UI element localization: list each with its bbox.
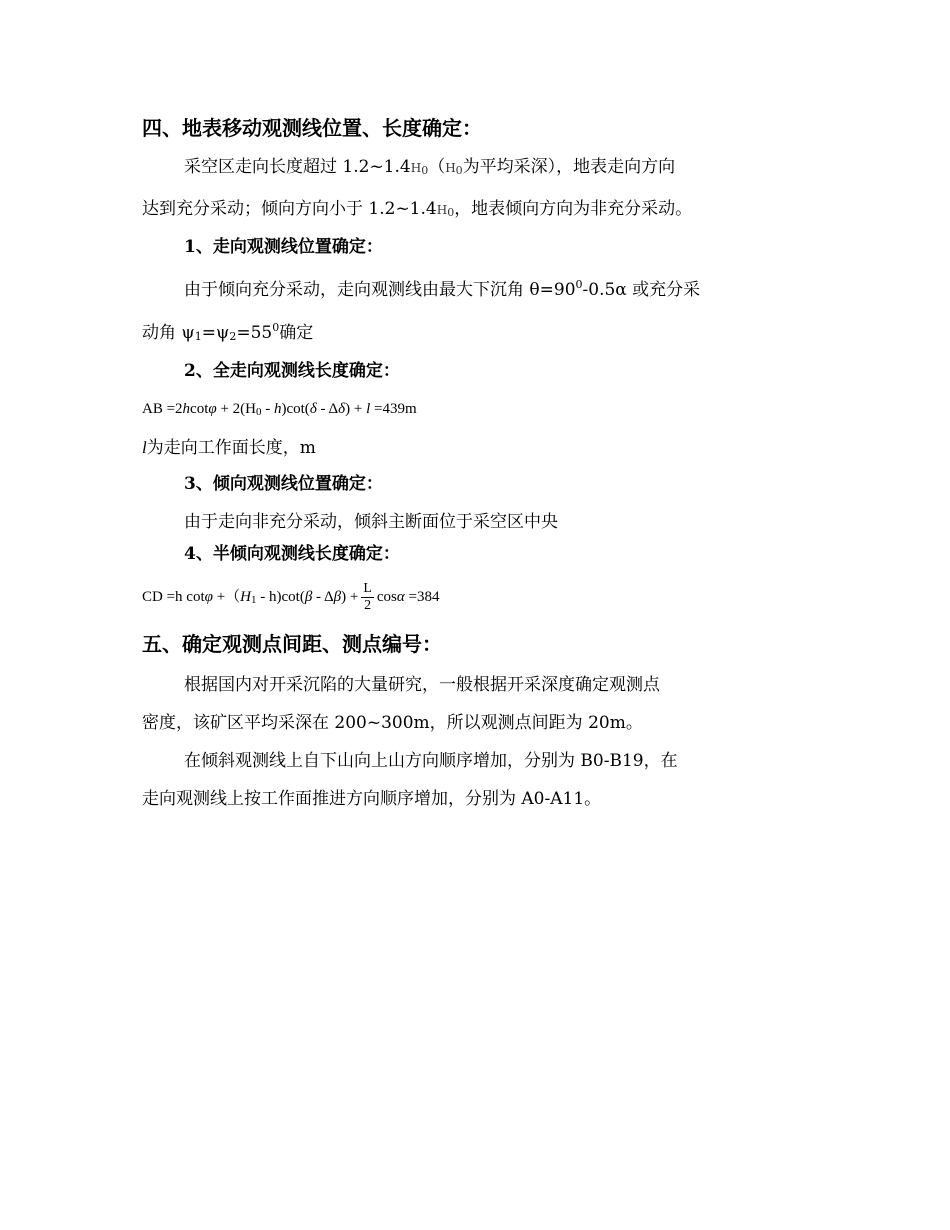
section4-intro-line2	[142, 190, 822, 232]
sub1-line1: 由于倾向充分采动，走向观测线由最大下沉角 $\theta=90^0-0.5\alpha$ 或充分采	[184, 278, 701, 300]
fraction-l-over-2: $\frac{L}{2}$	[363, 581, 372, 614]
formula-cd: CD =h cotφ +（H1 - h)cot(β - Δβ) + $\frac{L}{2}$ cosα =384	[142, 581, 440, 614]
h0-symbol-c: H0	[436, 203, 455, 219]
section5-title: 五、确定观测点间距、测点编号：	[142, 632, 442, 656]
intro-text-d: 达到充分采动；倾向方向小于 1.2~1.4	[142, 199, 437, 219]
section4-intro-line1	[142, 148, 822, 190]
intro-text-a: 采空区走向长度超过 1.2~1.4	[184, 157, 411, 177]
sub3-text: 由于走向非充分采动，倾斜主断面位于采空区中央	[184, 512, 558, 532]
sub2-title: 2、全走向观测线长度确定：	[184, 361, 400, 381]
formula-ab-note: l为走向工作面长度，m	[142, 438, 316, 458]
sub3-title: 3、倾向观测线位置确定：	[184, 474, 383, 494]
intro-text-b: （	[428, 157, 446, 177]
sub1-line2: 动角 $\psi 1=\psi 2=55^0$确定	[142, 321, 314, 343]
intro-text-e: ，地表倾向方向为非充分采动。	[454, 199, 693, 219]
sub1-title: 1、走向观测线位置确定：	[184, 237, 383, 257]
section5-para2-line2: 走向观测线上按工作面推进方向顺序增加，分别为 A0-A11。	[142, 789, 602, 809]
intro-text-c: 为平均采深），地表走向方向	[462, 157, 676, 177]
document-page	[142, 112, 822, 818]
sub4-title: 4、半倾向观测线长度确定：	[184, 544, 400, 564]
formula-ab: AB =2hcotφ + 2(H0 - h)cot(δ - Δδ) + l =439m	[142, 401, 417, 418]
section5-para1-line1: 根据国内对开采沉陷的大量研究，一般根据开采深度确定观测点	[184, 675, 660, 695]
section5-para1-line2: 密度，该矿区平均采深在 200~300m，所以观测点间距为 20m。	[142, 713, 643, 733]
h0-symbol-b: H0	[445, 161, 463, 177]
section4-title: 四、地表移动观测线位置、长度确定：	[142, 116, 482, 140]
section5-para2-line1: 在倾斜观测线上自下山向上山方向顺序增加，分别为 B0-B19，在	[184, 751, 678, 771]
h0-symbol-a: H0	[410, 161, 429, 177]
